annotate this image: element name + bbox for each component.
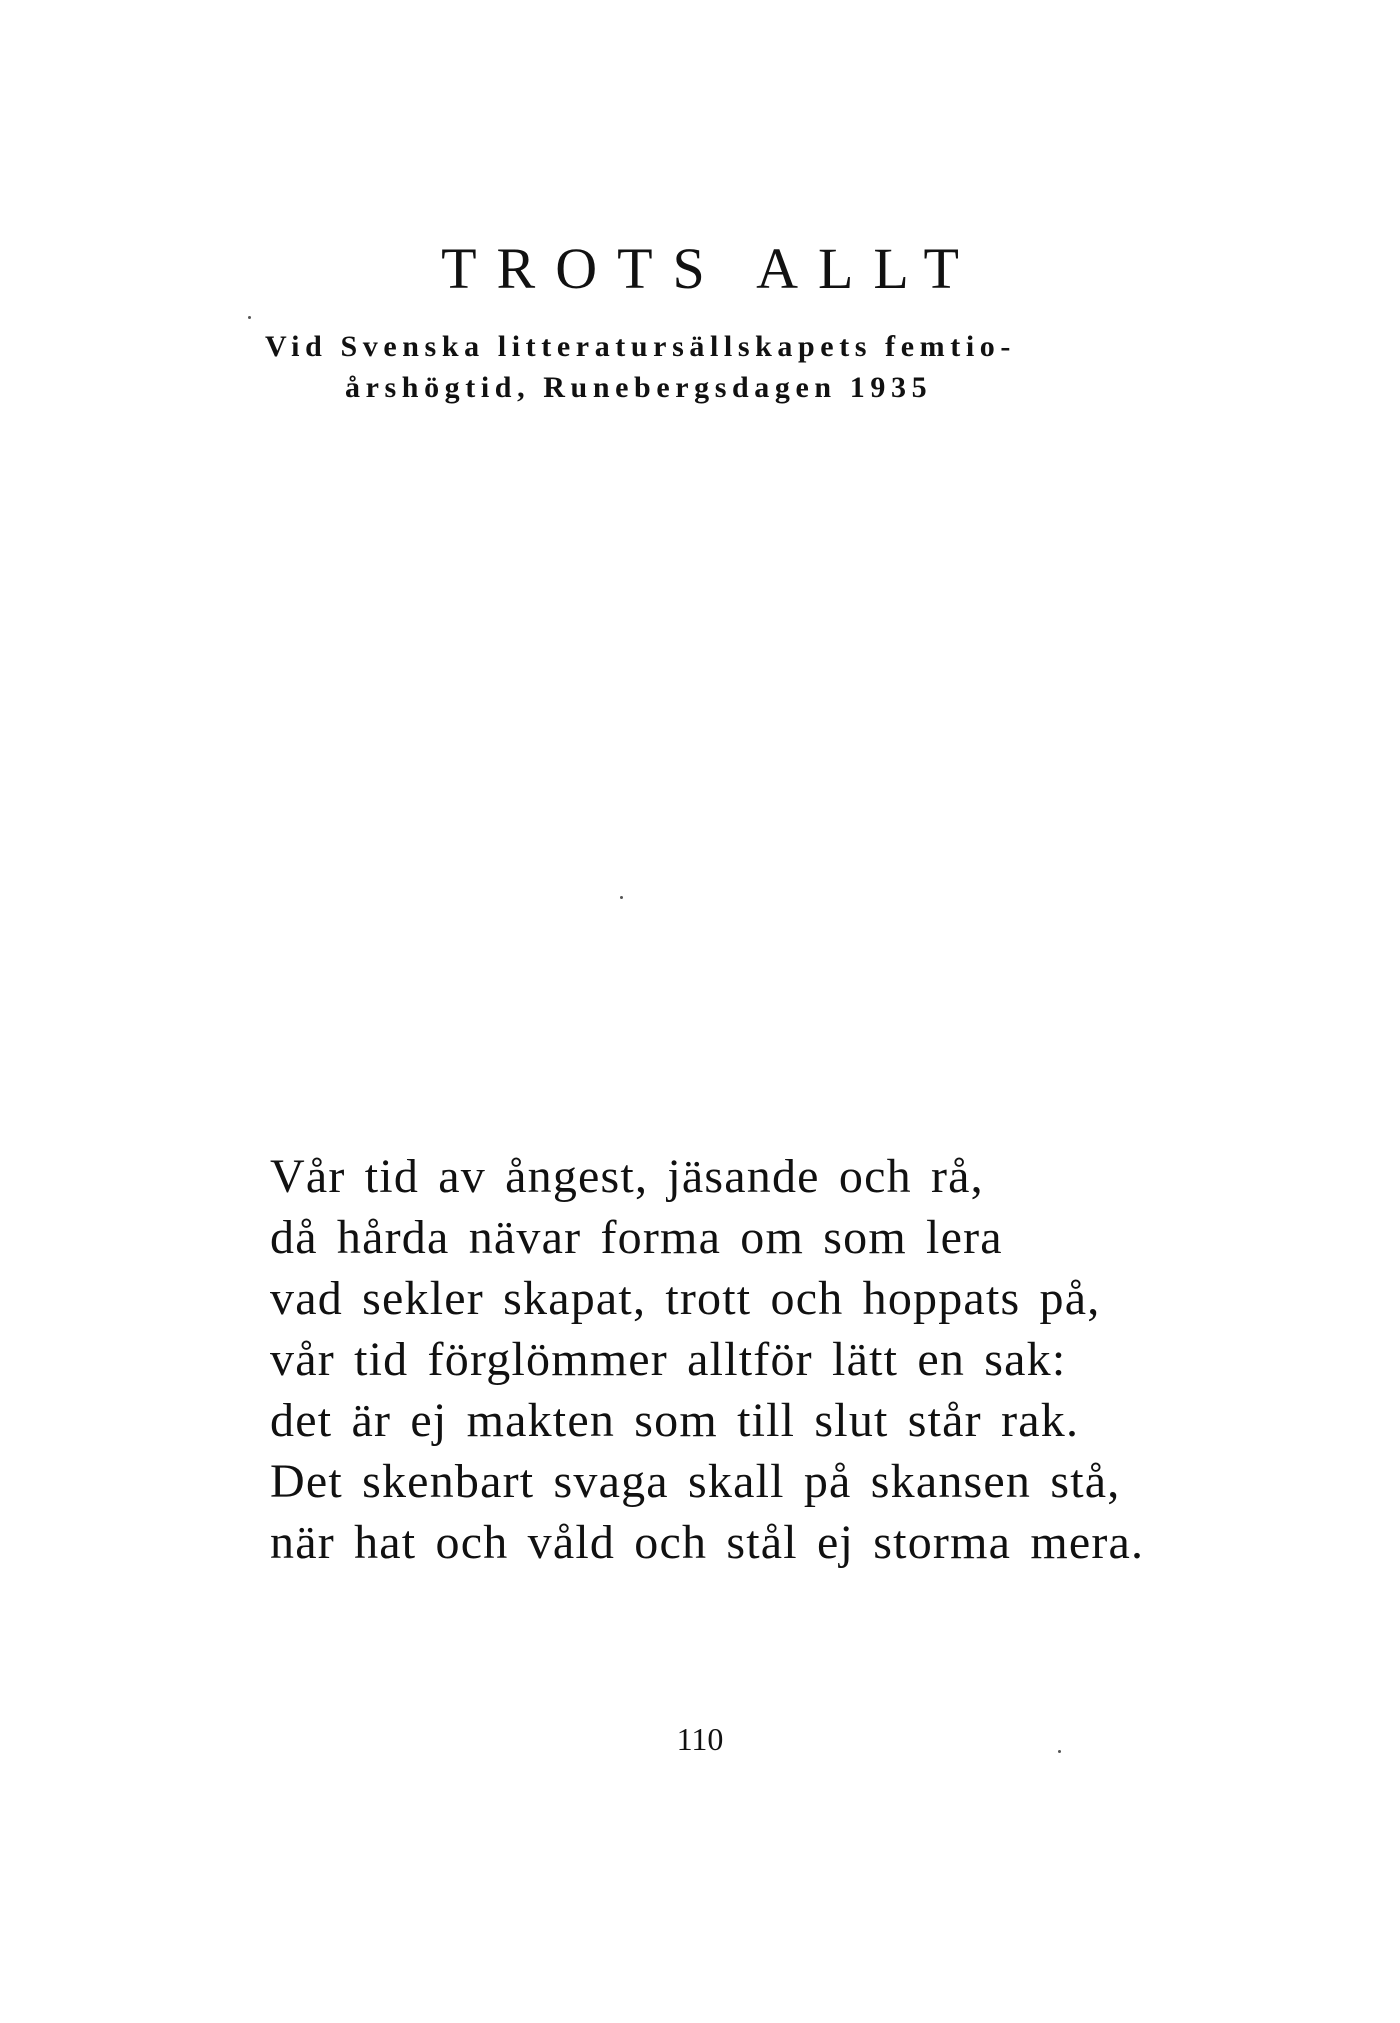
poem-line-6: Det skenbart svaga skall på skansen stå, [270,1455,1121,1508]
dedication-line-1: Vid Svenska litteratursällskapets femtio- [265,330,1016,363]
scan-speck [620,896,623,899]
poem-line-1: Vår tid av ångest, jäsande och rå, [270,1150,984,1203]
poem-line-4: vår tid förglömmer alltför lätt en sak: [270,1333,1067,1386]
page-number: 110 [676,1721,724,1757]
dedication-line-2: årshögtid, Runebergsdagen 1935 [345,371,933,404]
poem-line-7: när hat och våld och stål ej storma mera. [270,1516,1145,1569]
poem-line-3: vad sekler skapat, trott och hoppats på, [270,1272,1101,1325]
poem-line-2: då hårda nävar forma om som lera [270,1211,1003,1264]
scan-speck [1058,1750,1061,1753]
scan-speck [248,316,251,319]
poem-line-5: det är ej makten som till slut står rak. [270,1394,1080,1447]
poem-title: TROTS ALLT [441,236,979,301]
poem-stanza [270,1146,1230,1573]
